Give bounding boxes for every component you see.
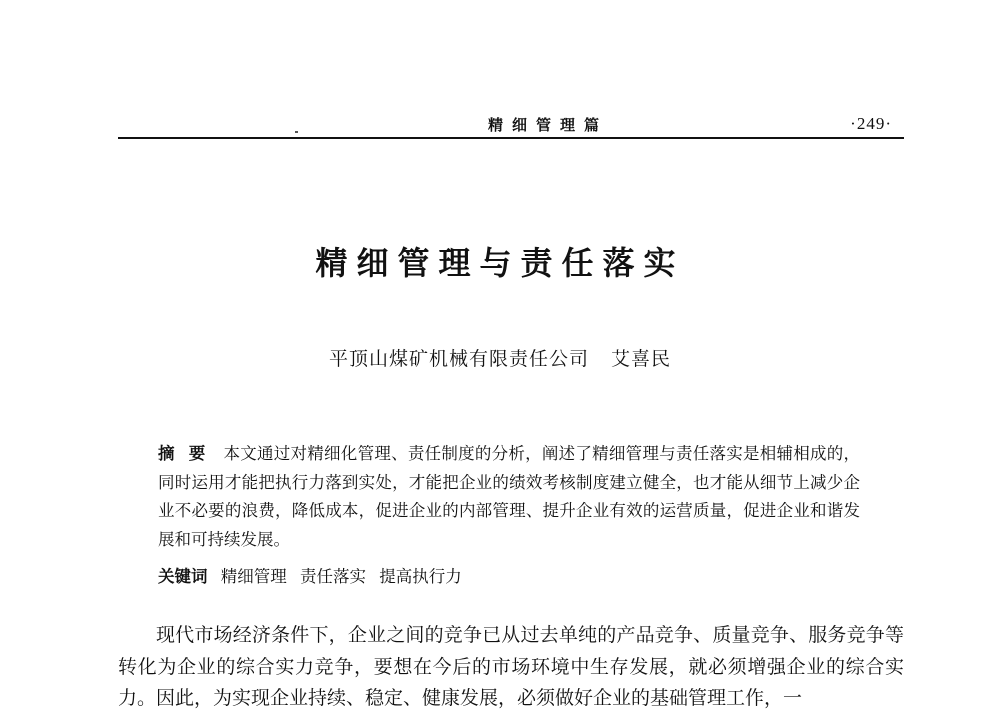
author: 艾喜民: [611, 348, 672, 370]
body-text: [118, 620, 904, 715]
article-title: 精细管理与责任落实: [315, 244, 685, 282]
affiliation: 平顶山煤矿机械有限责任公司: [328, 348, 589, 370]
body-paragraph: 现代市场经济条件下，企业之间的竞争已从过去单纯的产品竞争、质量竞争、服务竞争等转化为企业的综合实力竞争，要想在今后的市场环境中生存发展，就必须增强企业的综合实力。因此，为实现企业持续、稳定、健康发展，必须做好企业的基础管理工作，一: [118, 624, 904, 709]
abstract-text: 本文通过对精细化管理、责任制度的分析，阐述了精细管理与责任落实是相辅相成的，同时运用才能把执行力落到实处，才能把企业的绩效考核制度建立健全，也才能从细节上减少企业不必要的浪费，降低成本，促进企业的内部管理、提升企业有效的运营质量，促进企业和谐发展和可持续发展。: [158, 444, 861, 549]
abstract-label: 摘要: [158, 444, 220, 463]
header-rule: [118, 137, 904, 139]
keyword: 责任落实: [300, 567, 366, 586]
keyword: 精细管理: [220, 567, 287, 586]
page-number: ·249·: [850, 114, 892, 133]
keyword: 提高执行力: [379, 567, 462, 586]
section-name: 精细管理篇: [487, 116, 608, 134]
header-mark: [295, 131, 298, 133]
running-header: [118, 112, 902, 140]
byline: [0, 344, 1000, 371]
keywords: [158, 563, 860, 591]
abstract: [158, 440, 860, 554]
keywords-label: 关键词: [158, 567, 208, 586]
